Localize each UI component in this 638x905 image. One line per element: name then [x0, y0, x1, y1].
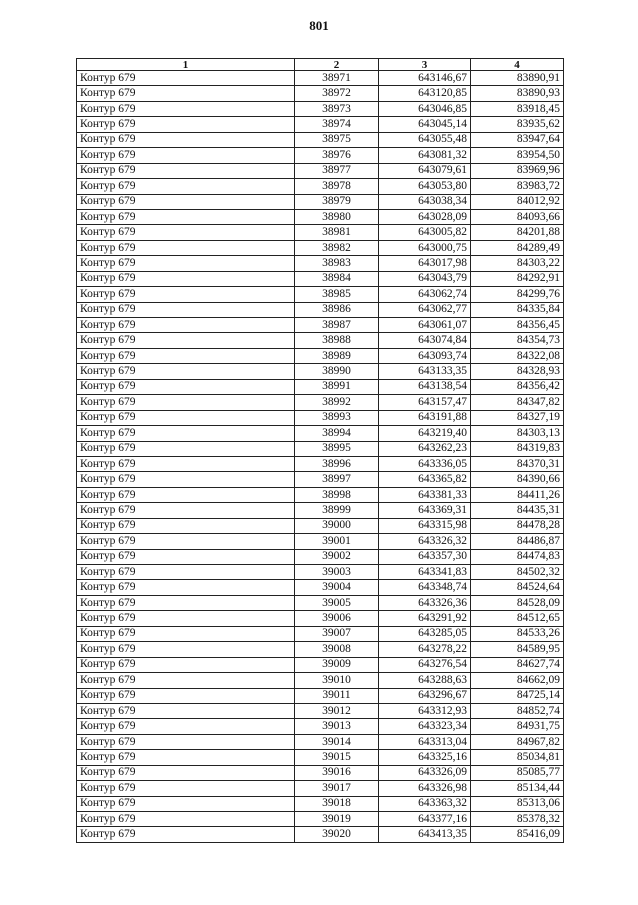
table-row — [77, 86, 564, 101]
x-coordinate-cell: 643326,36 — [379, 595, 471, 610]
point-number-cell: 38971 — [295, 71, 379, 86]
table-row — [77, 812, 564, 827]
y-coordinate-cell: 84356,45 — [471, 318, 564, 333]
point-number-cell: 39019 — [295, 812, 379, 827]
x-coordinate-cell: 643262,23 — [379, 441, 471, 456]
x-coordinate-cell: 643413,35 — [379, 827, 471, 842]
table-row — [77, 395, 564, 410]
point-number-cell: 38980 — [295, 209, 379, 224]
table-row — [77, 673, 564, 688]
point-number-cell: 38977 — [295, 163, 379, 178]
point-number-cell: 38987 — [295, 318, 379, 333]
y-coordinate-cell: 85378,32 — [471, 812, 564, 827]
y-coordinate-cell: 84411,26 — [471, 487, 564, 502]
y-coordinate-cell: 84327,19 — [471, 410, 564, 425]
table-row — [77, 626, 564, 641]
point-number-cell: 38983 — [295, 256, 379, 271]
x-coordinate-cell: 643288,63 — [379, 673, 471, 688]
y-coordinate-cell: 85085,77 — [471, 765, 564, 780]
point-number-cell: 38997 — [295, 472, 379, 487]
table-row — [77, 71, 564, 86]
y-coordinate-cell: 84478,28 — [471, 518, 564, 533]
x-coordinate-cell: 643038,34 — [379, 194, 471, 209]
table-row — [77, 487, 564, 502]
table-row — [77, 194, 564, 209]
table-row — [77, 549, 564, 564]
table-row — [77, 580, 564, 595]
y-coordinate-cell: 84725,14 — [471, 688, 564, 703]
table-row — [77, 719, 564, 734]
y-coordinate-cell: 84502,32 — [471, 565, 564, 580]
x-coordinate-cell: 643326,32 — [379, 534, 471, 549]
contour-name-cell: Контур 679 — [77, 642, 295, 657]
contour-name-cell: Контур 679 — [77, 518, 295, 533]
table-row — [77, 703, 564, 718]
table-row — [77, 827, 564, 842]
point-number-cell: 39020 — [295, 827, 379, 842]
point-number-cell: 38974 — [295, 117, 379, 132]
y-coordinate-cell: 84354,73 — [471, 333, 564, 348]
point-number-cell: 39007 — [295, 626, 379, 641]
point-number-cell: 38985 — [295, 287, 379, 302]
table-row — [77, 472, 564, 487]
x-coordinate-cell: 643377,16 — [379, 812, 471, 827]
table-row — [77, 148, 564, 163]
y-coordinate-cell: 83969,96 — [471, 163, 564, 178]
y-coordinate-cell: 84303,22 — [471, 256, 564, 271]
x-coordinate-cell: 643325,16 — [379, 750, 471, 765]
contour-name-cell: Контур 679 — [77, 209, 295, 224]
contour-name-cell: Контур 679 — [77, 364, 295, 379]
point-number-cell: 39015 — [295, 750, 379, 765]
point-number-cell: 38999 — [295, 503, 379, 518]
x-coordinate-cell: 643000,75 — [379, 240, 471, 255]
table-row — [77, 426, 564, 441]
contour-name-cell: Контур 679 — [77, 487, 295, 502]
x-coordinate-cell: 643291,92 — [379, 611, 471, 626]
x-coordinate-cell: 643315,98 — [379, 518, 471, 533]
contour-name-cell: Контур 679 — [77, 348, 295, 363]
coordinates-table — [76, 58, 564, 843]
point-number-cell: 39016 — [295, 765, 379, 780]
table-row — [77, 796, 564, 811]
point-number-cell: 38984 — [295, 271, 379, 286]
table-row — [77, 456, 564, 471]
contour-name-cell: Контур 679 — [77, 688, 295, 703]
x-coordinate-cell: 643138,54 — [379, 379, 471, 394]
x-coordinate-cell: 643053,80 — [379, 179, 471, 194]
y-coordinate-cell: 84967,82 — [471, 734, 564, 749]
y-coordinate-cell: 83947,64 — [471, 132, 564, 147]
point-number-cell: 39011 — [295, 688, 379, 703]
y-coordinate-cell: 83890,93 — [471, 86, 564, 101]
x-coordinate-cell: 643045,14 — [379, 117, 471, 132]
point-number-cell: 39008 — [295, 642, 379, 657]
contour-name-cell: Контур 679 — [77, 472, 295, 487]
point-number-cell: 38976 — [295, 148, 379, 163]
y-coordinate-cell: 84093,66 — [471, 209, 564, 224]
x-coordinate-cell: 643043,79 — [379, 271, 471, 286]
contour-name-cell: Контур 679 — [77, 565, 295, 580]
contour-name-cell: Контур 679 — [77, 456, 295, 471]
column-header-4: 4 — [471, 59, 564, 71]
x-coordinate-cell: 643079,61 — [379, 163, 471, 178]
x-coordinate-cell: 643157,47 — [379, 395, 471, 410]
contour-name-cell: Контур 679 — [77, 256, 295, 271]
y-coordinate-cell: 84627,74 — [471, 657, 564, 672]
contour-name-cell: Контур 679 — [77, 240, 295, 255]
x-coordinate-cell: 643357,30 — [379, 549, 471, 564]
x-coordinate-cell: 643219,40 — [379, 426, 471, 441]
x-coordinate-cell: 643028,09 — [379, 209, 471, 224]
x-coordinate-cell: 643285,05 — [379, 626, 471, 641]
y-coordinate-cell: 84528,09 — [471, 595, 564, 610]
y-coordinate-cell: 84303,13 — [471, 426, 564, 441]
contour-name-cell: Контур 679 — [77, 611, 295, 626]
y-coordinate-cell: 84474,83 — [471, 549, 564, 564]
y-coordinate-cell: 84201,88 — [471, 225, 564, 240]
contour-name-cell: Контур 679 — [77, 534, 295, 549]
y-coordinate-cell: 84322,08 — [471, 348, 564, 363]
table-row — [77, 518, 564, 533]
x-coordinate-cell: 643093,74 — [379, 348, 471, 363]
point-number-cell: 38992 — [295, 395, 379, 410]
contour-name-cell: Контур 679 — [77, 595, 295, 610]
point-number-cell: 39012 — [295, 703, 379, 718]
contour-name-cell: Контур 679 — [77, 750, 295, 765]
contour-name-cell: Контур 679 — [77, 71, 295, 86]
contour-name-cell: Контур 679 — [77, 225, 295, 240]
table-row — [77, 534, 564, 549]
contour-name-cell: Контур 679 — [77, 410, 295, 425]
table-row — [77, 441, 564, 456]
point-number-cell: 38989 — [295, 348, 379, 363]
y-coordinate-cell: 84931,75 — [471, 719, 564, 734]
contour-name-cell: Контур 679 — [77, 148, 295, 163]
y-coordinate-cell: 84390,66 — [471, 472, 564, 487]
point-number-cell: 38972 — [295, 86, 379, 101]
contour-name-cell: Контур 679 — [77, 827, 295, 842]
contour-name-cell: Контур 679 — [77, 719, 295, 734]
x-coordinate-cell: 643369,31 — [379, 503, 471, 518]
contour-name-cell: Контур 679 — [77, 271, 295, 286]
y-coordinate-cell: 83983,72 — [471, 179, 564, 194]
table-row — [77, 163, 564, 178]
x-coordinate-cell: 643046,85 — [379, 101, 471, 116]
x-coordinate-cell: 643341,83 — [379, 565, 471, 580]
contour-name-cell: Контур 679 — [77, 426, 295, 441]
x-coordinate-cell: 643062,74 — [379, 287, 471, 302]
contour-name-cell: Контур 679 — [77, 132, 295, 147]
x-coordinate-cell: 643081,32 — [379, 148, 471, 163]
table-row — [77, 132, 564, 147]
table-row — [77, 410, 564, 425]
y-coordinate-cell: 84289,49 — [471, 240, 564, 255]
contour-name-cell: Контур 679 — [77, 395, 295, 410]
contour-name-cell: Контур 679 — [77, 179, 295, 194]
contour-name-cell: Контур 679 — [77, 812, 295, 827]
table-row — [77, 240, 564, 255]
contour-name-cell: Контур 679 — [77, 101, 295, 116]
table-row — [77, 287, 564, 302]
y-coordinate-cell: 83890,91 — [471, 71, 564, 86]
x-coordinate-cell: 643313,04 — [379, 734, 471, 749]
table-row — [77, 595, 564, 610]
point-number-cell: 38978 — [295, 179, 379, 194]
y-coordinate-cell: 84370,31 — [471, 456, 564, 471]
x-coordinate-cell: 643146,67 — [379, 71, 471, 86]
y-coordinate-cell: 84347,82 — [471, 395, 564, 410]
point-number-cell: 38996 — [295, 456, 379, 471]
x-coordinate-cell: 643120,85 — [379, 86, 471, 101]
table-row — [77, 765, 564, 780]
page-number: 801 — [309, 18, 329, 33]
table-row — [77, 642, 564, 657]
contour-name-cell: Контур 679 — [77, 626, 295, 641]
point-number-cell: 38975 — [295, 132, 379, 147]
x-coordinate-cell: 643336,05 — [379, 456, 471, 471]
point-number-cell: 38998 — [295, 487, 379, 502]
point-number-cell: 39010 — [295, 673, 379, 688]
point-number-cell: 38979 — [295, 194, 379, 209]
contour-name-cell: Контур 679 — [77, 163, 295, 178]
point-number-cell: 38988 — [295, 333, 379, 348]
table-row — [77, 379, 564, 394]
x-coordinate-cell: 643191,88 — [379, 410, 471, 425]
contour-name-cell: Контур 679 — [77, 781, 295, 796]
y-coordinate-cell: 84292,91 — [471, 271, 564, 286]
point-number-cell: 38973 — [295, 101, 379, 116]
y-coordinate-cell: 84335,84 — [471, 302, 564, 317]
point-number-cell: 39017 — [295, 781, 379, 796]
contour-name-cell: Контур 679 — [77, 333, 295, 348]
table-row — [77, 503, 564, 518]
point-number-cell: 38982 — [295, 240, 379, 255]
y-coordinate-cell: 85313,06 — [471, 796, 564, 811]
point-number-cell: 38993 — [295, 410, 379, 425]
column-header-3: 3 — [379, 59, 471, 71]
contour-name-cell: Контур 679 — [77, 302, 295, 317]
x-coordinate-cell: 643133,35 — [379, 364, 471, 379]
y-coordinate-cell: 84328,93 — [471, 364, 564, 379]
point-number-cell: 38986 — [295, 302, 379, 317]
x-coordinate-cell: 643323,34 — [379, 719, 471, 734]
x-coordinate-cell: 643365,82 — [379, 472, 471, 487]
x-coordinate-cell: 643276,54 — [379, 657, 471, 672]
x-coordinate-cell: 643348,74 — [379, 580, 471, 595]
x-coordinate-cell: 643074,84 — [379, 333, 471, 348]
point-number-cell: 38981 — [295, 225, 379, 240]
table-row — [77, 179, 564, 194]
header-row — [77, 59, 564, 71]
y-coordinate-cell: 84512,65 — [471, 611, 564, 626]
contour-name-cell: Контур 679 — [77, 318, 295, 333]
x-coordinate-cell: 643055,48 — [379, 132, 471, 147]
table-row — [77, 750, 564, 765]
table-row — [77, 348, 564, 363]
table-row — [77, 225, 564, 240]
x-coordinate-cell: 643326,98 — [379, 781, 471, 796]
table-row — [77, 688, 564, 703]
table-body — [77, 71, 564, 843]
y-coordinate-cell: 85134,44 — [471, 781, 564, 796]
column-header-2: 2 — [295, 59, 379, 71]
contour-name-cell: Контур 679 — [77, 765, 295, 780]
table-row — [77, 364, 564, 379]
x-coordinate-cell: 643017,98 — [379, 256, 471, 271]
contour-name-cell: Контур 679 — [77, 287, 295, 302]
y-coordinate-cell: 84662,09 — [471, 673, 564, 688]
y-coordinate-cell: 84356,42 — [471, 379, 564, 394]
y-coordinate-cell: 83935,62 — [471, 117, 564, 132]
contour-name-cell: Контур 679 — [77, 441, 295, 456]
contour-name-cell: Контур 679 — [77, 734, 295, 749]
y-coordinate-cell: 84486,87 — [471, 534, 564, 549]
x-coordinate-cell: 643005,82 — [379, 225, 471, 240]
contour-name-cell: Контур 679 — [77, 194, 295, 209]
x-coordinate-cell: 643326,09 — [379, 765, 471, 780]
table-row — [77, 657, 564, 672]
table-row — [77, 781, 564, 796]
x-coordinate-cell: 643061,07 — [379, 318, 471, 333]
point-number-cell: 39014 — [295, 734, 379, 749]
x-coordinate-cell: 643278,22 — [379, 642, 471, 657]
point-number-cell: 39003 — [295, 565, 379, 580]
y-coordinate-cell: 84524,64 — [471, 580, 564, 595]
point-number-cell: 39018 — [295, 796, 379, 811]
y-coordinate-cell: 85034,81 — [471, 750, 564, 765]
table-row — [77, 318, 564, 333]
point-number-cell: 39006 — [295, 611, 379, 626]
x-coordinate-cell: 643363,32 — [379, 796, 471, 811]
y-coordinate-cell: 84319,83 — [471, 441, 564, 456]
table-row — [77, 117, 564, 132]
point-number-cell: 39013 — [295, 719, 379, 734]
table-row — [77, 101, 564, 116]
table-row — [77, 302, 564, 317]
point-number-cell: 39000 — [295, 518, 379, 533]
table-row — [77, 256, 564, 271]
point-number-cell: 38994 — [295, 426, 379, 441]
contour-name-cell: Контур 679 — [77, 657, 295, 672]
contour-name-cell: Контур 679 — [77, 580, 295, 595]
point-number-cell: 39005 — [295, 595, 379, 610]
y-coordinate-cell: 84435,31 — [471, 503, 564, 518]
contour-name-cell: Контур 679 — [77, 703, 295, 718]
table-row — [77, 565, 564, 580]
table-row — [77, 333, 564, 348]
x-coordinate-cell: 643296,67 — [379, 688, 471, 703]
y-coordinate-cell: 84589,95 — [471, 642, 564, 657]
y-coordinate-cell: 83954,50 — [471, 148, 564, 163]
x-coordinate-cell: 643381,33 — [379, 487, 471, 502]
contour-name-cell: Контур 679 — [77, 86, 295, 101]
y-coordinate-cell: 84533,26 — [471, 626, 564, 641]
y-coordinate-cell: 84852,74 — [471, 703, 564, 718]
y-coordinate-cell: 84012,92 — [471, 194, 564, 209]
contour-name-cell: Контур 679 — [77, 673, 295, 688]
x-coordinate-cell: 643312,93 — [379, 703, 471, 718]
point-number-cell: 38990 — [295, 364, 379, 379]
contour-name-cell: Контур 679 — [77, 117, 295, 132]
contour-name-cell: Контур 679 — [77, 379, 295, 394]
y-coordinate-cell: 84299,76 — [471, 287, 564, 302]
point-number-cell: 39004 — [295, 580, 379, 595]
point-number-cell: 38991 — [295, 379, 379, 394]
y-coordinate-cell: 85416,09 — [471, 827, 564, 842]
table-row — [77, 734, 564, 749]
point-number-cell: 39002 — [295, 549, 379, 564]
contour-name-cell: Контур 679 — [77, 503, 295, 518]
y-coordinate-cell: 83918,45 — [471, 101, 564, 116]
contour-name-cell: Контур 679 — [77, 796, 295, 811]
column-header-1: 1 — [77, 59, 295, 71]
point-number-cell: 38995 — [295, 441, 379, 456]
point-number-cell: 39009 — [295, 657, 379, 672]
contour-name-cell: Контур 679 — [77, 549, 295, 564]
x-coordinate-cell: 643062,77 — [379, 302, 471, 317]
table-row — [77, 209, 564, 224]
point-number-cell: 39001 — [295, 534, 379, 549]
table-row — [77, 271, 564, 286]
table-row — [77, 611, 564, 626]
